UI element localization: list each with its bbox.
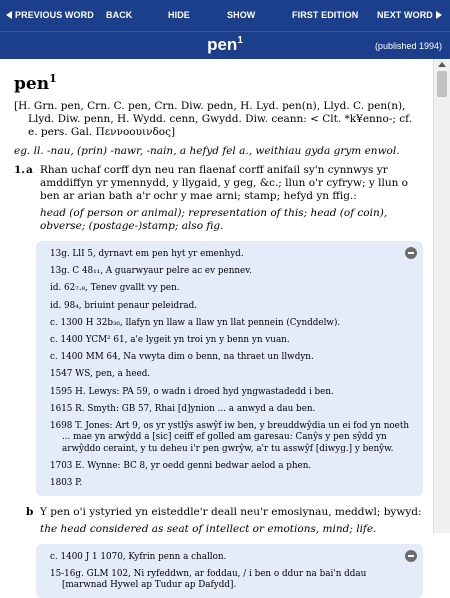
quotation: c. 1400 J 1 1070, Kyfrin penn a challon. [50, 551, 227, 562]
title-word: pen [207, 35, 238, 54]
quotation: c. 1400 MM 64, Na vwyta dim o benn, na thraet un llwdyn. [50, 352, 314, 363]
navigation-bar [0, 0, 450, 31]
previous-word-button[interactable] [6, 10, 94, 20]
collapse-icon[interactable] [405, 550, 417, 562]
quotation: 1803 P. [50, 478, 83, 489]
quotation: 1547 WS, pen, a heed. [50, 369, 151, 380]
first-edition-button[interactable]: FIRST EDITION [292, 10, 359, 20]
quotation: 1703 E. Wynne: BC 8, yr oedd genni bedwar aelod a phen. [50, 461, 312, 472]
triangle-right-icon [436, 11, 442, 19]
published-date: (published 1994) [374, 41, 442, 51]
quotation: 1595 H. Lewys: PA 59, o wadn i droed hyd yngwastadedd i ben. [50, 386, 334, 397]
scrollbar-thumb[interactable] [437, 71, 447, 97]
sense-definition-english: head (of person or animal); representation of this; head (of coin), obverse; (postage-)stamp; also fig. [40, 207, 388, 232]
sense-definition-welsh: Y pen o'i ystyried yn eisteddle'r deall neu'r emosiynau, meddwl; bywyd: [40, 505, 422, 518]
vertical-scrollbar[interactable] [433, 59, 450, 533]
quotations-panel-2 [36, 544, 423, 598]
scroll-up-icon[interactable] [438, 62, 446, 67]
grammatical-forms: eg. ll. -nau, (prin) -nawr, -nain, a hefyd fel a., weithiau gyda grym enwol. [14, 145, 400, 157]
quotation: 13g. C 48₁₁, A guarwyaur pelre ac ev pennev. [50, 266, 252, 277]
sense-number: 1. [14, 164, 25, 176]
quotation: c. 1400 YCM² 61, a'e lygeit yn troi yn y benn yn vuan. [50, 334, 290, 345]
etymology: [H. Grn. pen, Crn. C. pen, Crn. Diw. pedn, H. Lyd. pen(n), Llyd. C. pen(n), Llyd. Diw. penn, H. Wydd. cenn, Gwydd. Diw. ceann: < Clt. *k¥enno-; cf. e. pers. Gal. Πεννοουινδος] [14, 100, 413, 138]
quotation: 1698 T. Jones: Art 9, os yr ystlŷs aswŷf iw ben, y breuddwŷdia un ei fod yn noeth ... mae yn arwŷdd a [sic] ceiff ef golled am garesau: Canŷs y pen sŷdd yn arwŷddo ceraint, y tu deheu i'r pen gwrŷw, a'r tu asswŷf [diwyg.] y benŷw. [50, 420, 410, 454]
entry-homonym-number: 1 [49, 72, 57, 85]
collapse-icon[interactable] [405, 247, 417, 259]
triangle-left-icon [6, 11, 12, 19]
sense-definition-welsh: Rhan uchaf corff dyn neu ran flaenaf corff anifail sy'n cynnwys yr amddiffyn yr ymennydd, y llygaid, y geg, &c.; llun o'r cyfryw; y llun o ben ar arian bath a'r ochr y mae arni; stamp; hefyd yn ffig.: [40, 164, 408, 202]
title-bar [0, 31, 450, 59]
quotation: id. 98₄, briuint penaur peleidrad. [50, 300, 198, 311]
sense-definition-english: the head considered as seat of intellect or emotions, mind; life. [40, 522, 377, 535]
sense-1b [14, 506, 423, 536]
entry-word: pen [14, 74, 50, 94]
next-word-button[interactable] [377, 10, 442, 20]
sense-letter: a [26, 164, 33, 176]
sense-1a [14, 164, 423, 233]
entry-content [0, 59, 433, 591]
hide-button[interactable]: HIDE [168, 10, 190, 20]
entry-headword [14, 69, 423, 94]
quotations-panel-1 [36, 241, 423, 496]
quotation: c. 1300 H 32b₃₆, llafyn yn llaw a llaw yn llat pennein (Cynddelw). [50, 317, 341, 328]
back-button[interactable]: BACK [106, 10, 133, 20]
quotation: 1615 R. Smyth: GB 57, Rhai [d]ynion ... a anwyd a dau ben. [50, 403, 316, 414]
quotation: 15-16g. GLM 102, Ni ryfeddwn, ar foddau, / i ben o ddur na bai'n ddau [marwnad Hywel ap Tudur ap Dafydd]. [50, 568, 367, 591]
quotation: id. 62₇.₈, Tenev gvallt vy pen. [50, 283, 180, 294]
title-homonym-number: 1 [237, 35, 243, 46]
previous-word-label: PREVIOUS WORD [15, 10, 94, 20]
quotation: 13g. LlI 5, dyrnavt em pen hyt yr emenhyd. [50, 249, 244, 259]
show-button[interactable]: SHOW [227, 10, 256, 20]
next-word-label: NEXT WORD [377, 10, 433, 20]
sense-letter: b [26, 505, 34, 518]
